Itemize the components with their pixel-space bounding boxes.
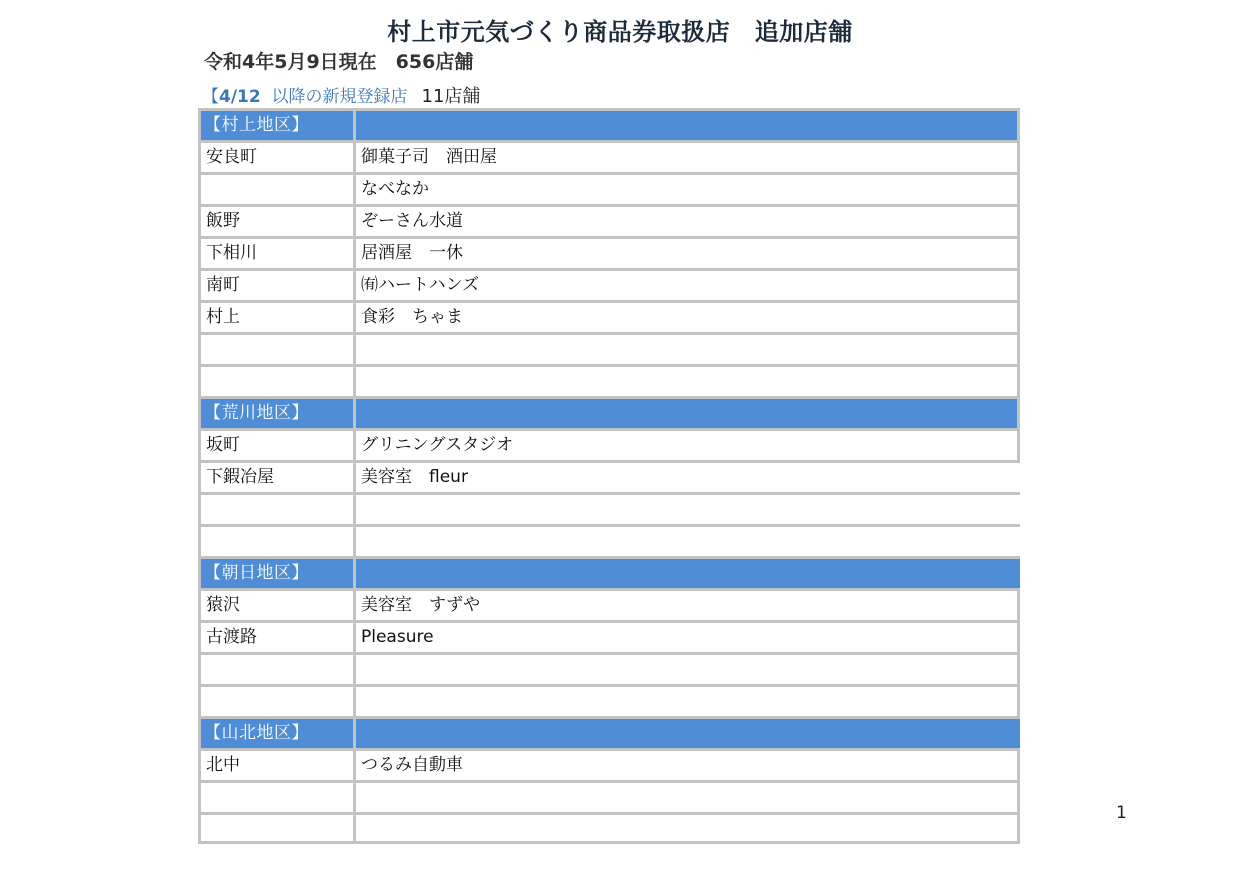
area-cell: 下相川 (201, 239, 356, 268)
table-row (201, 588, 1020, 620)
shop-cell: 美容室 fleur (361, 467, 468, 487)
district-header-fill (356, 719, 1020, 748)
area-cell: 南町 (201, 271, 356, 300)
district-header-arakawa (201, 396, 1020, 428)
area-cell: 坂町 (201, 431, 356, 460)
area-cell (201, 687, 356, 716)
shop-cell: グリニングスタジオ (356, 431, 1020, 460)
district-name: 【村上地区】 (201, 111, 356, 140)
store-table (198, 108, 1020, 844)
table-row (201, 300, 1020, 332)
district-header-sanpoku (201, 716, 1020, 748)
table-row (201, 204, 1020, 236)
table-row (201, 364, 1020, 396)
table-row (201, 172, 1020, 204)
shop-cell: ぞーさん水道 (356, 207, 1020, 236)
area-cell: 下鍜冶屋 (201, 463, 356, 492)
district-header-asahi (201, 556, 1020, 588)
shop-cell: なべなか (356, 175, 1020, 204)
district-header-murakami (201, 108, 1020, 140)
shop-cell (356, 687, 1020, 716)
area-cell: 古渡路 (201, 623, 356, 652)
table-row (201, 236, 1020, 268)
new-registration-note (202, 82, 480, 108)
shop-cell (356, 495, 1020, 524)
area-cell: 村上 (201, 303, 356, 332)
table-row (201, 652, 1020, 684)
as-of-date: 令和4年5月9日現在 656店舗 (204, 51, 474, 73)
shop-cell (356, 655, 1020, 684)
shop-cell: Pleasure (356, 623, 1020, 652)
area-cell (201, 495, 356, 524)
table-row (201, 332, 1020, 364)
area-cell: 安良町 (201, 143, 356, 172)
table-row (201, 460, 1020, 492)
area-cell (201, 335, 356, 364)
table-row (201, 268, 1020, 300)
district-header-fill (356, 399, 1020, 428)
bracket: 【 (202, 87, 219, 107)
table-row (201, 812, 1020, 844)
table-row (201, 428, 1020, 460)
shop-cell (356, 335, 1020, 364)
area-cell: 猿沢 (201, 591, 356, 620)
table-row (201, 524, 1020, 556)
new-registration-text: 以降の新規登録店 (271, 87, 408, 107)
new-registration-count: 11店舗 (421, 86, 481, 107)
table-row (201, 620, 1020, 652)
area-cell (201, 783, 356, 812)
district-name: 【山北地区】 (201, 719, 356, 748)
shop-cell: 食彩 ちゃま (356, 303, 1020, 332)
area-cell (201, 815, 356, 844)
area-cell (201, 527, 356, 556)
shop-cell: 居酒屋 一休 (356, 239, 1020, 268)
shop-cell: つるみ自動車 (356, 751, 1020, 780)
table-row (201, 140, 1020, 172)
area-cell (201, 367, 356, 396)
table-row (201, 780, 1020, 812)
district-header-fill (356, 111, 1020, 140)
shop-cell (356, 527, 1020, 556)
district-header-fill (356, 559, 1020, 588)
area-cell: 北中 (201, 751, 356, 780)
shop-cell: ㈲ハートハンズ (356, 271, 1020, 300)
table-row (201, 492, 1020, 524)
new-registration-label (202, 87, 408, 107)
table-row (201, 748, 1020, 780)
new-registration-date: 4/12 (219, 87, 261, 107)
area-cell (201, 655, 356, 684)
district-name: 【朝日地区】 (201, 559, 356, 588)
table-row (201, 684, 1020, 716)
page-title: 村上市元気づくり商品券取扱店 追加店舗 (387, 18, 853, 46)
page-number: 1 (1116, 803, 1127, 823)
area-cell: 飯野 (201, 207, 356, 236)
shop-cell (356, 367, 1020, 396)
area-cell (201, 175, 356, 204)
shop-cell (356, 815, 1020, 844)
shop-cell (356, 783, 1020, 812)
shop-cell: 御菓子司 酒田屋 (356, 143, 1020, 172)
district-name: 【荒川地区】 (201, 399, 356, 428)
shop-cell: 美容室 すずや (356, 591, 1020, 620)
